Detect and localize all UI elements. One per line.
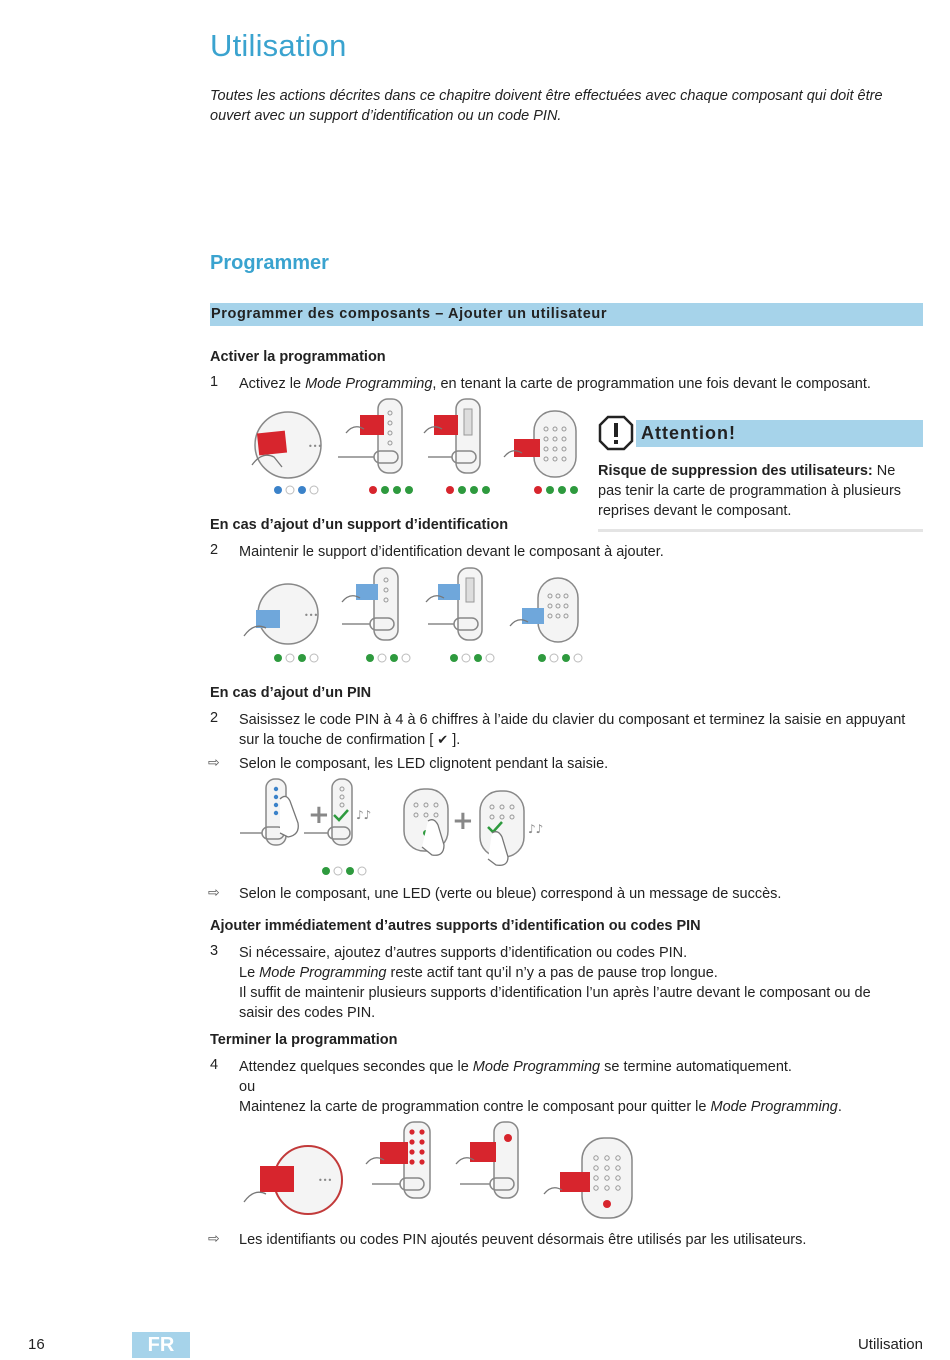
arrow-icon: ⇨ <box>208 1230 220 1246</box>
arrow-icon: ⇨ <box>208 754 220 770</box>
attention-bar <box>636 420 923 447</box>
lever-reader-blue-card <box>426 568 494 662</box>
finish-result: Les identifiants ou codes PIN ajoutés peuvent désormais être utilisés par les utilisateurs. <box>239 1232 807 1248</box>
step-number: 2 <box>210 542 219 558</box>
finish-heading: Terminer la programmation <box>210 1032 398 1048</box>
svg-text:♪♪: ♪♪ <box>528 822 544 836</box>
step-number: 2 <box>210 710 219 726</box>
round-reader-red-card <box>252 412 322 494</box>
warning-icon <box>598 415 634 451</box>
round-reader-blue-card <box>244 584 318 662</box>
subsection-bar <box>210 303 923 326</box>
keypad-reader-blue-card <box>510 578 582 662</box>
handle-reader-red-card <box>338 399 413 494</box>
add-medium-text: Maintenir le support d’identification devant le composant à ajouter. <box>239 544 664 560</box>
svg-text:•••: ••• <box>304 611 319 620</box>
add-more-line1: Si nécessaire, ajoutez d’autres supports d’identification ou codes PIN. <box>239 945 688 961</box>
intro-text: Toutes les actions décrites dans ce chapitre doivent être effectuées avec chaque composant qui doit être ouvert avec un support d’identification ou un code PIN. <box>210 88 883 124</box>
subsection-title: Programmer des composants – Ajouter un utilisateur <box>211 306 608 322</box>
step-number: 1 <box>210 374 219 390</box>
handle-reader-exit <box>366 1122 430 1198</box>
finish-line2: ou <box>239 1079 256 1095</box>
add-medium-heading: En cas d’ajout d’un support d’identification <box>210 517 509 533</box>
add-pin-illustration <box>238 775 548 880</box>
attention-divider <box>598 529 923 532</box>
add-more-heading: Ajouter immédiatement d’autres supports d’identification ou codes PIN <box>210 918 701 934</box>
add-more-line3: Il suffit de maintenir plusieurs supports d’identification l’un après l’autre devant le composant ou de <box>239 985 871 1001</box>
attention-text: Risque de suppression des utilisateurs: Ne pas tenir la carte de programmation à plusieurs reprises devant le composant. <box>598 463 902 519</box>
section-title: Programmer <box>210 252 329 274</box>
finish-line1: Attendez quelques secondes que le Mode Programming se termine automatiquement. <box>239 1059 792 1075</box>
add-pin-text-line1: Saisissez le code PIN à 4 à 6 chiffres à l’aide du clavier du composant et terminez la saisie en appuyant <box>239 712 906 728</box>
svg-text:•••: ••• <box>308 442 323 451</box>
activate-illustration <box>238 395 588 500</box>
keypad-reader-exit <box>544 1138 632 1218</box>
lever-reader-red-card <box>424 399 490 494</box>
round-reader-exit <box>244 1146 342 1214</box>
step-number: 4 <box>210 1057 219 1073</box>
add-pin-result-2: Selon le composant, une LED (verte ou bleue) correspond à un message de succès. <box>239 886 782 902</box>
step-number: 3 <box>210 943 219 959</box>
finish-illustration <box>238 1118 638 1223</box>
language-badge: FR <box>132 1332 190 1358</box>
add-pin-text-line2: sur la touche de confirmation [ ✔ ]. <box>239 732 461 748</box>
add-more-line4: saisir des codes PIN. <box>239 1005 376 1021</box>
add-medium-illustration <box>238 564 588 666</box>
add-pin-heading: En cas d’ajout d’un PIN <box>210 685 372 701</box>
svg-text:♪♪: ♪♪ <box>356 808 372 822</box>
activate-step-text: Activez le Mode Programming, en tenant la carte de programmation une fois devant le composant. <box>239 376 871 392</box>
add-pin-result-1: Selon le composant, les LED clignotent pendant la saisie. <box>239 756 609 772</box>
svg-text:•••: ••• <box>318 1176 333 1185</box>
attention-label: Attention! <box>641 423 736 443</box>
lever-reader-exit <box>456 1122 518 1198</box>
activate-heading: Activer la programmation <box>210 349 386 365</box>
handle-keypad-entry <box>240 779 371 875</box>
page-title: Utilisation <box>210 28 347 63</box>
arrow-icon: ⇨ <box>208 884 220 900</box>
svg-text:+: + <box>308 800 330 830</box>
handle-reader-blue-card <box>342 568 410 662</box>
add-more-line2: Le Mode Programming reste actif tant qu’il n’y a pas de pause trop longue. <box>239 965 718 981</box>
page-number: 16 <box>28 1336 45 1353</box>
keypad-reader-red-card <box>504 411 578 494</box>
footer-section: Utilisation <box>857 1336 923 1353</box>
svg-text:+: + <box>452 806 474 836</box>
finish-line3: Maintenez la carte de programmation contre le composant pour quitter le Mode Programming. <box>239 1099 842 1115</box>
check-icon: ✔ <box>437 733 449 748</box>
round-keypad-entry <box>404 789 543 865</box>
